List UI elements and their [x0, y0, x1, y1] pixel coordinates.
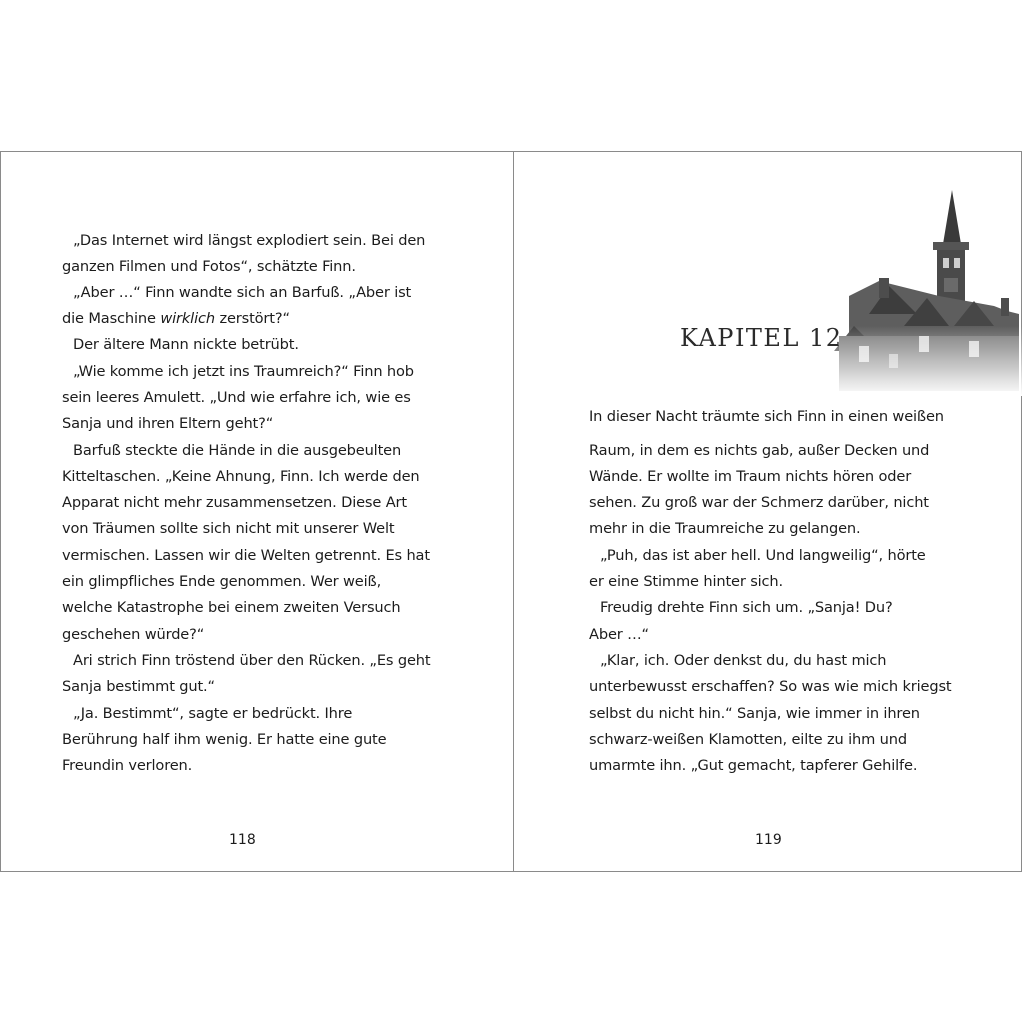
- haunted-house-illustration: [829, 186, 1023, 396]
- text-line: er eine Stimme hinter sich.: [589, 573, 784, 590]
- text-line: umarmte ihn. „Gut gemacht, tapferer Gehilfe.: [589, 757, 918, 774]
- text-line: „Das Internet wird längst explodiert sein. Bei den: [73, 232, 426, 249]
- text-span: zerstört?“: [214, 310, 290, 327]
- text-line: Wände. Er wollte im Traum nichts hören oder: [589, 468, 912, 485]
- italic-emphasis: wirklich: [160, 310, 215, 327]
- text-line: Barfuß steckte die Hände in die ausgebeulten: [73, 442, 402, 459]
- text-line: selbst du nicht hin.“ Sanja, wie immer in ihren: [589, 705, 920, 722]
- text-line: Ari strich Finn tröstend über den Rücken. „Es geht: [73, 652, 431, 669]
- text-line: schwarz-weißen Klamotten, eilte zu ihm und: [589, 731, 907, 748]
- text-line: sein leeres Amulett. „Und wie erfahre ich, wie es: [62, 389, 411, 406]
- left-page: [1, 152, 513, 871]
- text-line: Der ältere Mann nickte betrübt.: [73, 336, 299, 353]
- text-line: ein glimpfliches Ende genommen. Wer weiß,: [62, 573, 382, 590]
- text-line: Berührung half ihm wenig. Er hatte eine gute: [62, 731, 387, 748]
- text-line: geschehen würde?“: [62, 626, 205, 643]
- text-line: vermischen. Lassen wir die Welten getrennt. Es hat: [62, 547, 430, 564]
- text-line: Kitteltaschen. „Keine Ahnung, Finn. Ich werde den: [62, 468, 420, 485]
- text-line: „Wie komme ich jetzt ins Traumreich?“ Finn hob: [73, 363, 414, 380]
- text-line: unterbewusst erschaffen? So was wie mich kriegst: [589, 678, 952, 695]
- text-line: In dieser Nacht träumte sich Finn in einen weißen: [589, 408, 944, 425]
- text-line: mehr in die Traumreiche zu gelangen.: [589, 520, 861, 537]
- text-line: ganzen Filmen und Fotos“, schätzte Finn.: [62, 258, 356, 275]
- chapter-title: KAPITEL 12: [680, 324, 843, 352]
- text-line: „Aber …“ Finn wandte sich an Barfuß. „Aber ist: [73, 284, 412, 301]
- text-span: die Maschine: [62, 310, 161, 327]
- text-line: Freudig drehte Finn sich um. „Sanja! Du?: [600, 599, 893, 616]
- text-line: „Ja. Bestimmt“, sagte er bedrückt. Ihre: [73, 705, 353, 722]
- text-line: Apparat nicht mehr zusammensetzen. Diese Art: [62, 494, 407, 511]
- text-line: Aber …“: [589, 626, 649, 643]
- text-line: „Klar, ich. Oder denkst du, du hast mich: [600, 652, 887, 669]
- page-number: 119: [755, 832, 782, 848]
- text-line: Sanja und ihren Eltern geht?“: [62, 415, 274, 432]
- text-line: „Puh, das ist aber hell. Und langweilig“, hörte: [600, 547, 926, 564]
- text-line: Freundin verloren.: [62, 757, 193, 774]
- text-line: Sanja bestimmt gut.“: [62, 678, 215, 695]
- text-line: welche Katastrophe bei einem zweiten Versuch: [62, 599, 401, 616]
- text-line: [62, 310, 290, 328]
- right-page: [514, 152, 1022, 871]
- book-spread: [0, 151, 1022, 872]
- text-line: sehen. Zu groß war der Schmerz darüber, nicht: [589, 494, 929, 511]
- text-line: von Träumen sollte sich nicht mit unserer Welt: [62, 520, 395, 537]
- text-line: Raum, in dem es nichts gab, außer Decken und: [589, 442, 930, 459]
- page-number: 118: [229, 832, 256, 848]
